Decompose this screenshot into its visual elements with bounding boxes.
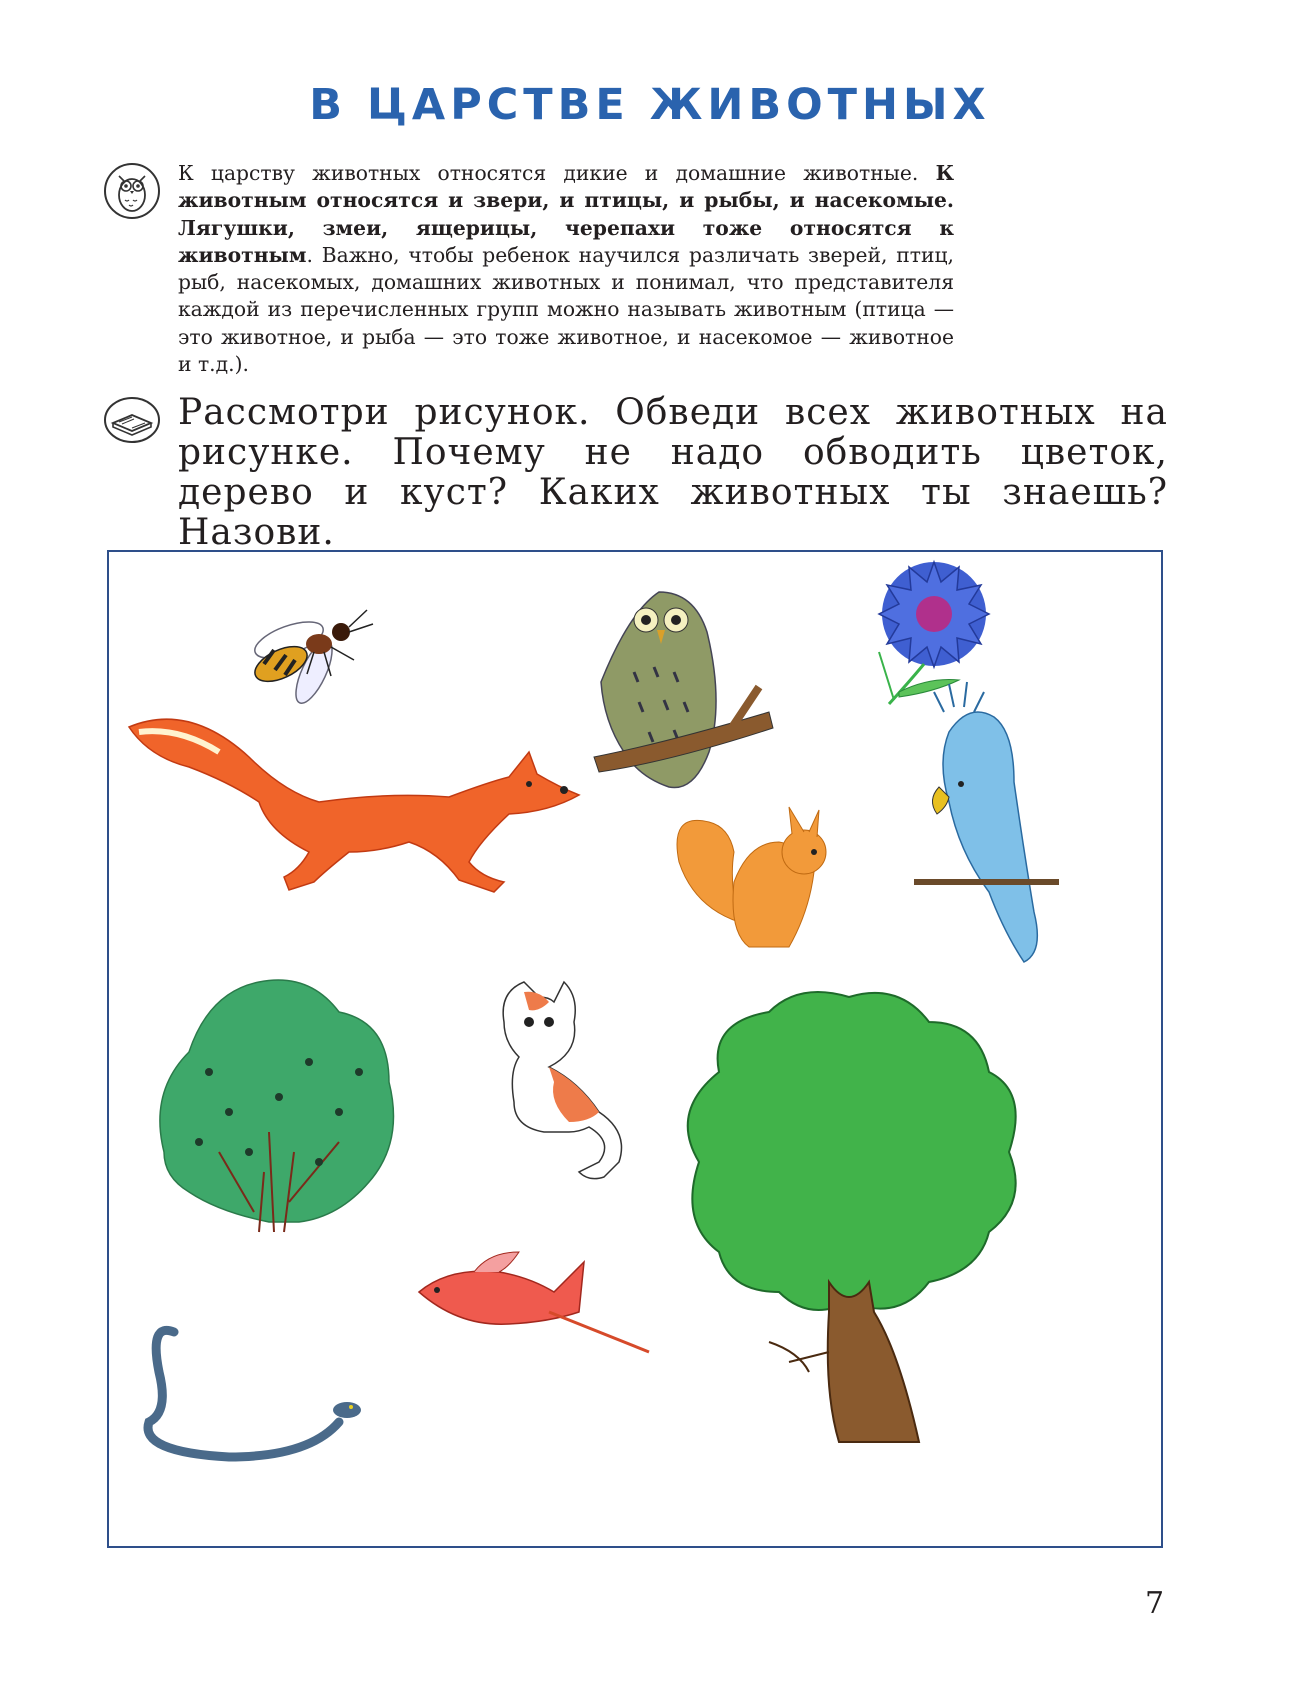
parrot <box>914 682 1059 962</box>
owl <box>594 592 773 788</box>
cat <box>503 982 621 1179</box>
fox <box>129 719 579 892</box>
cornflower <box>879 562 989 704</box>
book-icon <box>103 395 161 445</box>
parent-note-rest: . Важно, чтобы ребенок научился различать зверей, птиц, рыб, насекомых, домашних животных и понимал, что представителя каждой из перечисленных групп можно называть животным (птица — это животное, и рыба — это тоже животное, и насекомое — животное и т.д.). <box>178 242 954 377</box>
snake <box>148 1330 361 1457</box>
picture-frame <box>107 550 1163 1548</box>
wasp <box>250 610 373 708</box>
tree <box>688 992 1016 1442</box>
task-text: Рассмотри рисунок. Обведи всех животных на рисунке. Почему не надо обводить цветок, дерево и куст? Каких животных ты знаешь? Назови. <box>178 392 1168 553</box>
parent-note-bold: К животным относятся и звери, и птицы, и рыбы, и насекомые. Лягушки, змеи, ящерицы, черепахи тоже относятся к животным <box>178 161 955 267</box>
page-title: В ЦАРСТВЕ ЖИВОТНЫХ <box>309 80 991 130</box>
page-number: 7 <box>1145 1586 1165 1621</box>
parent-note-intro: К царству животных относятся дикие и домашние животные. <box>178 161 919 185</box>
fish <box>419 1252 649 1352</box>
bush <box>160 980 394 1232</box>
parent-note <box>178 160 954 378</box>
animals-illustration <box>109 552 1161 1546</box>
squirrel <box>677 807 826 947</box>
owl-icon <box>103 162 161 220</box>
